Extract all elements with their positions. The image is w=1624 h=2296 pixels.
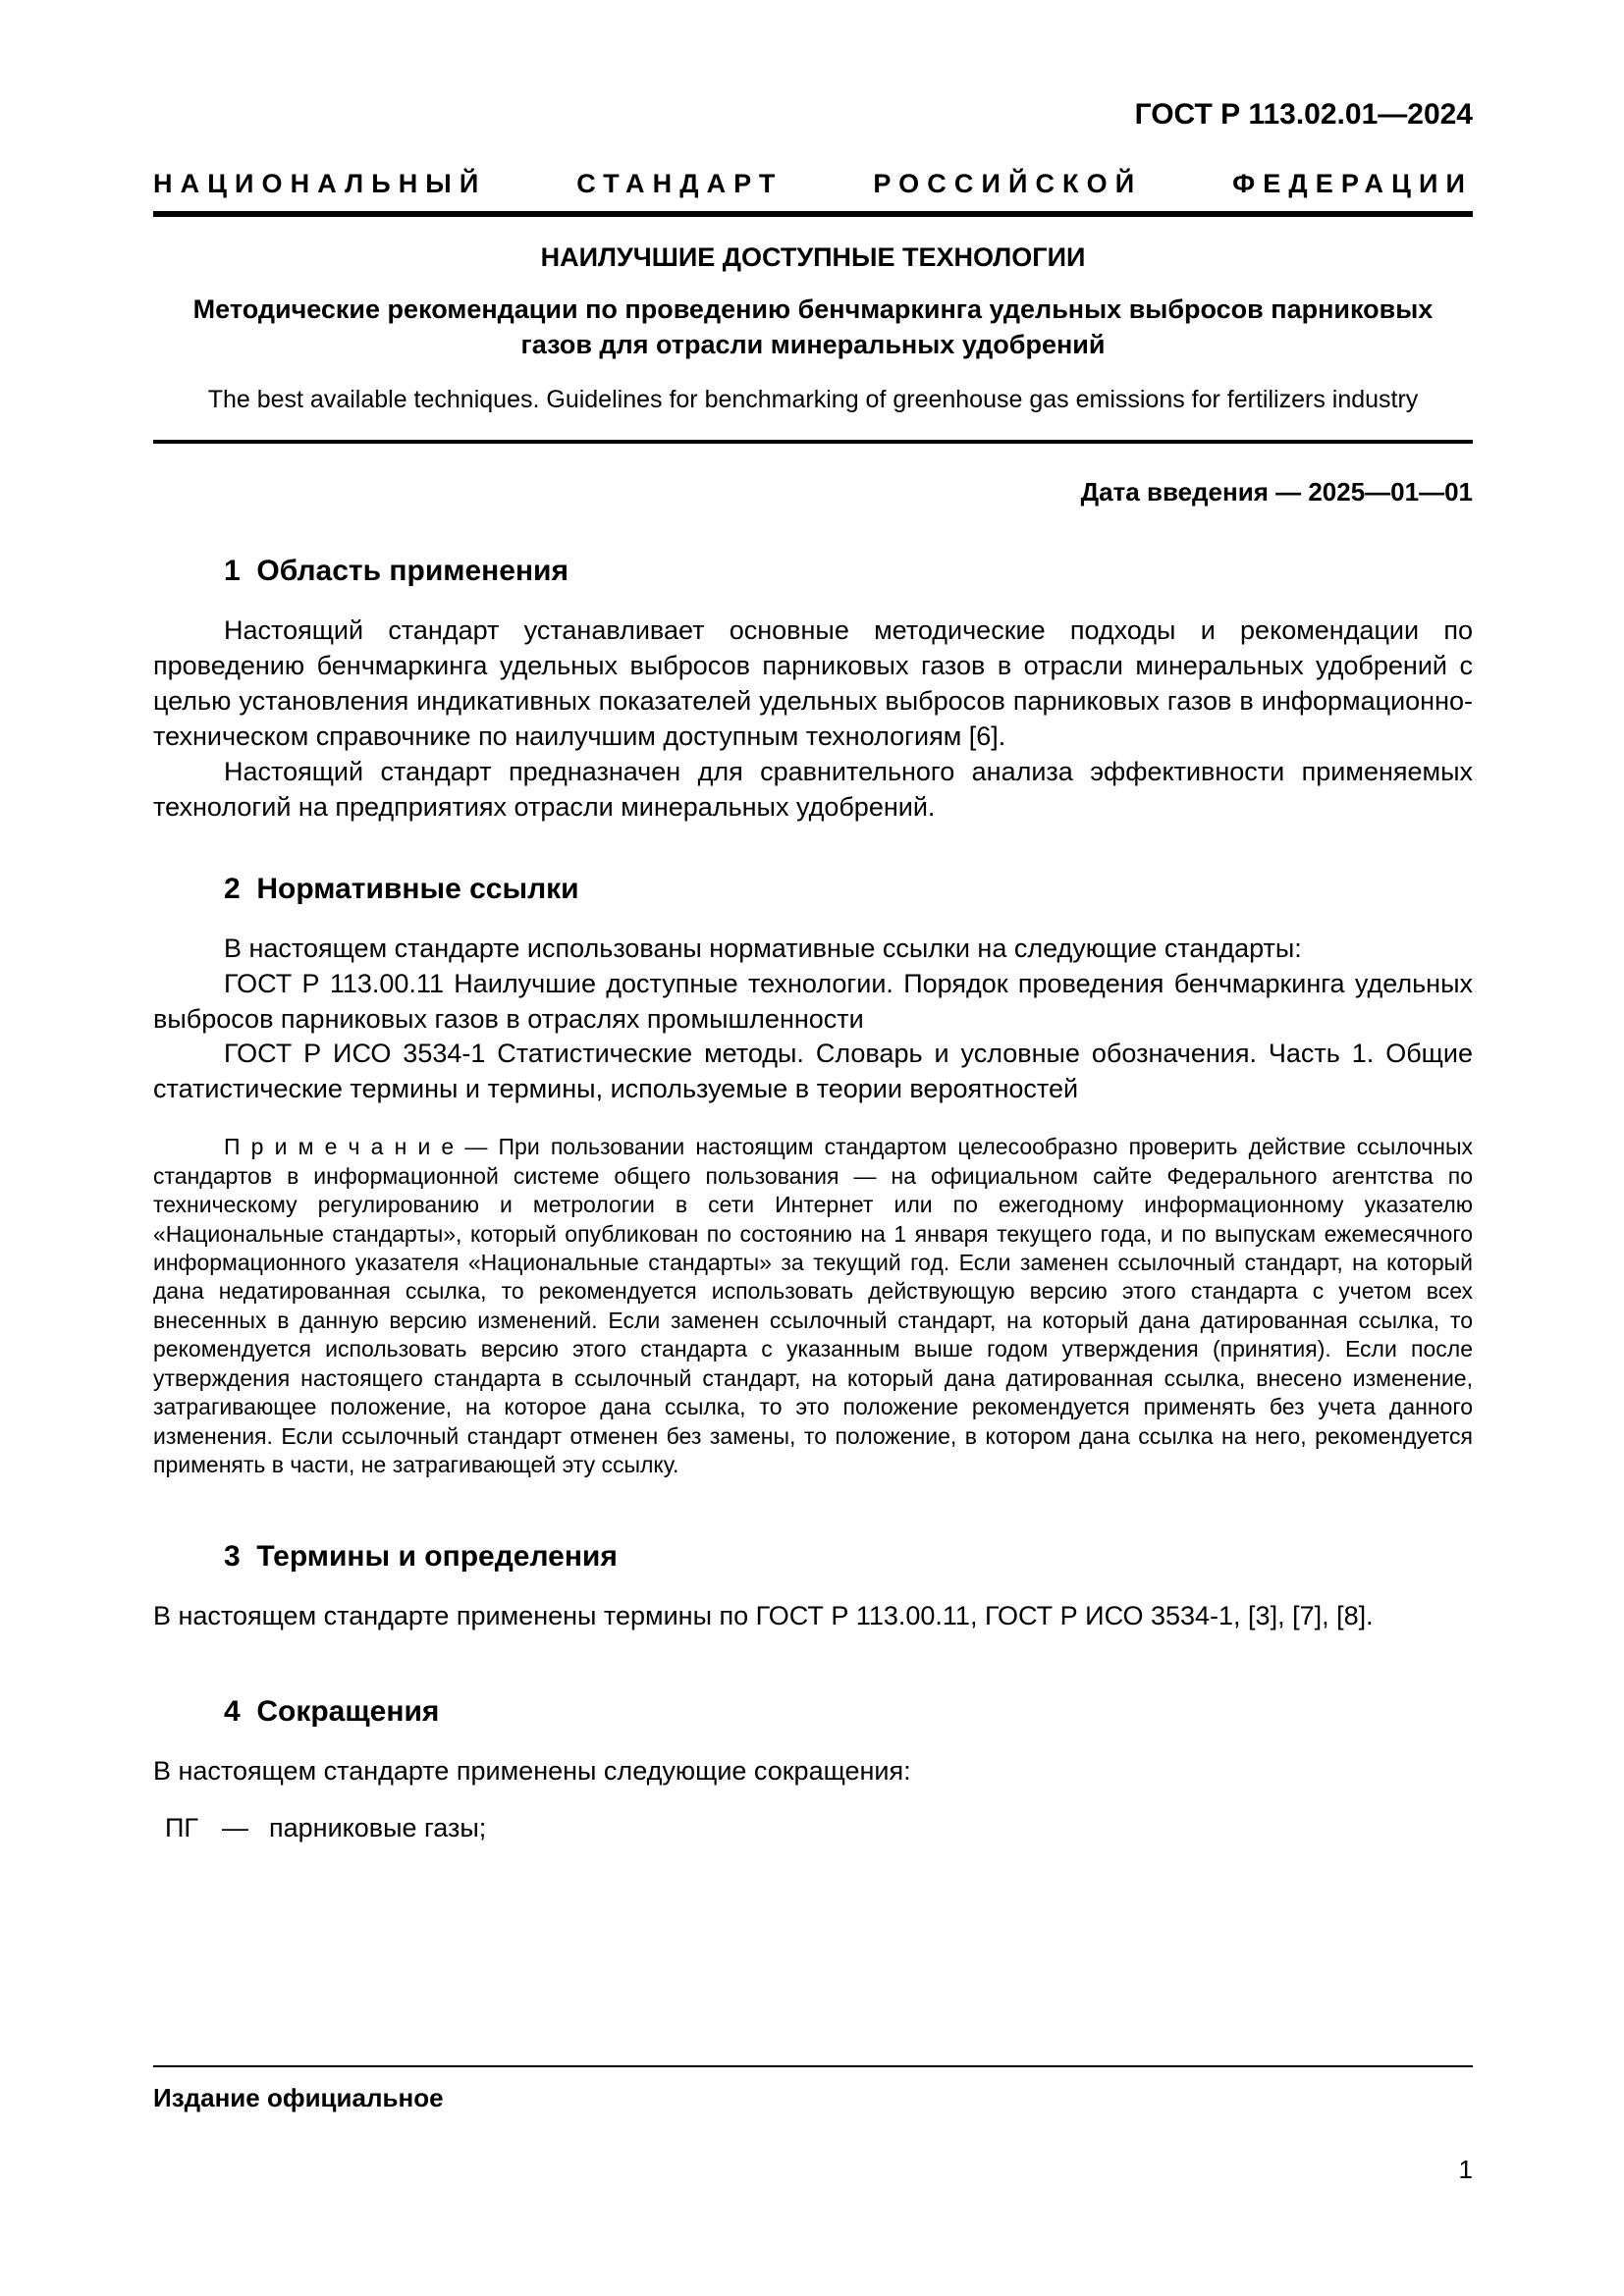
section-1-heading: 1 Область применения xyxy=(224,555,569,588)
section-2-heading: 2 Нормативные ссылки xyxy=(224,872,579,905)
section-4-heading: 4 Сокращения xyxy=(224,1695,440,1729)
footer-divider xyxy=(153,2065,1473,2067)
edition-note: Издание официальное xyxy=(153,2083,444,2112)
reference-paragraph: ГОСТ Р 113.00.11 Наилучшие доступные технологии. Порядок проведения бенчмаркинга удельных выбросов парниковых газов в отраслях промышленности xyxy=(153,968,1473,1034)
page-number: 1 xyxy=(1458,2155,1473,2184)
effective-date: Дата введения — 2025—01—01 xyxy=(1080,477,1473,507)
paragraph: В настоящем стандарте применены следующие сокращения: xyxy=(153,1756,911,1787)
document-subtitle-en: The best available techniques. Guidelines for benchmarking of greenhouse gas emissions for fertilizers industry xyxy=(207,386,1419,414)
national-standard-banner: НАЦИОНАЛЬНЫЙ СТАНДАРТ РОССИЙСКОЙ ФЕДЕРАЦИИ xyxy=(153,169,1473,198)
document-subtitle-ru: Методические рекомендации по проведению бенчмаркинга удельных выбросов парниковых газов для отрасли минеральных удобрений xyxy=(192,294,1434,359)
doc-code: ГОСТ Р 113.02.01—2024 xyxy=(1134,98,1473,131)
paragraph: В настоящем стандарте применены термины по ГОСТ Р 113.00.11, ГОСТ Р ИСО 3534-1, [3], [7], [8]. xyxy=(153,1601,1374,1631)
divider-top xyxy=(153,211,1473,217)
divider-title xyxy=(153,440,1473,444)
document-content xyxy=(153,0,1473,1846)
paragraph: В настоящем стандарте использованы нормативные ссылки на следующие стандарты: xyxy=(224,933,1302,963)
abbreviation-definition: парниковые газы; xyxy=(269,1813,487,1843)
abbreviation-dash: — xyxy=(222,1813,248,1843)
section-3-heading: 3 Термины и определения xyxy=(224,1540,618,1574)
document-title-caps: НАИЛУЧШИЕ ДОСТУПНЫЕ ТЕХНОЛОГИИ xyxy=(540,242,1086,272)
abbreviation-row xyxy=(153,1811,1473,1846)
paragraph: Настоящий стандарт предназначен для сравнительного анализа эффективности применяемых технологий на предприятиях отрасли минеральных удобрений. xyxy=(153,756,1473,822)
page-footer xyxy=(153,2065,1473,2185)
paragraph: Настоящий стандарт устанавливает основные методические подходы и рекомендации по проведению бенчмаркинга удельных выбросов парниковых газов в отрасли минеральных удобрений с целью установления индикативных показателей удельных выбросов парниковых газов в информационно-техническом справочнике по наилучшим доступным технологиям [6]. xyxy=(153,615,1473,751)
note-paragraph: П р и м е ч а н и е — При пользовании настоящим стандартом целесообразно проверить действие ссылочных стандартов в информационной системе общего пользования — на официальном сайте Федерального агентства по техническому регулированию и метрологии в сети Интернет или по ежегодному информационному указателю «Национальные стандарты», который опубликован по состоянию на 1 января текущего года, и по выпускам ежемесячного информационного указателя «Национальные стандарты» за текущий год. Если заменен ссылочный стандарт, на который дана недатированная ссылка, то рекомендуется использовать действующую версию этого стандарта с учетом всех внесенных в данную версию изменений. Если заменен ссылочный стандарт, на который дана датированная ссылка, то рекомендуется использовать версию этого стандарта с указанным выше годом утверждения (принятия). Если после утверждения настоящего стандарта в ссылочный стандарт, на который дана датированная ссылка, внесено изменение, затрагивающее положение, на которое дана ссылка, то это положение рекомендуется применять без учета данного изменения. Если ссылочный стандарт отменен без замены, то положение, в котором дана ссылка на него, рекомендуется применять в части, не затрагивающей эту ссылку. xyxy=(153,1134,1473,1478)
abbreviation-term: ПГ xyxy=(165,1813,199,1843)
reference-paragraph: ГОСТ Р ИСО 3534-1 Статистические методы. Словарь и условные обозначения. Часть 1. Общие статистические термины и термины, используемые в теории вероятностей xyxy=(153,1039,1473,1104)
